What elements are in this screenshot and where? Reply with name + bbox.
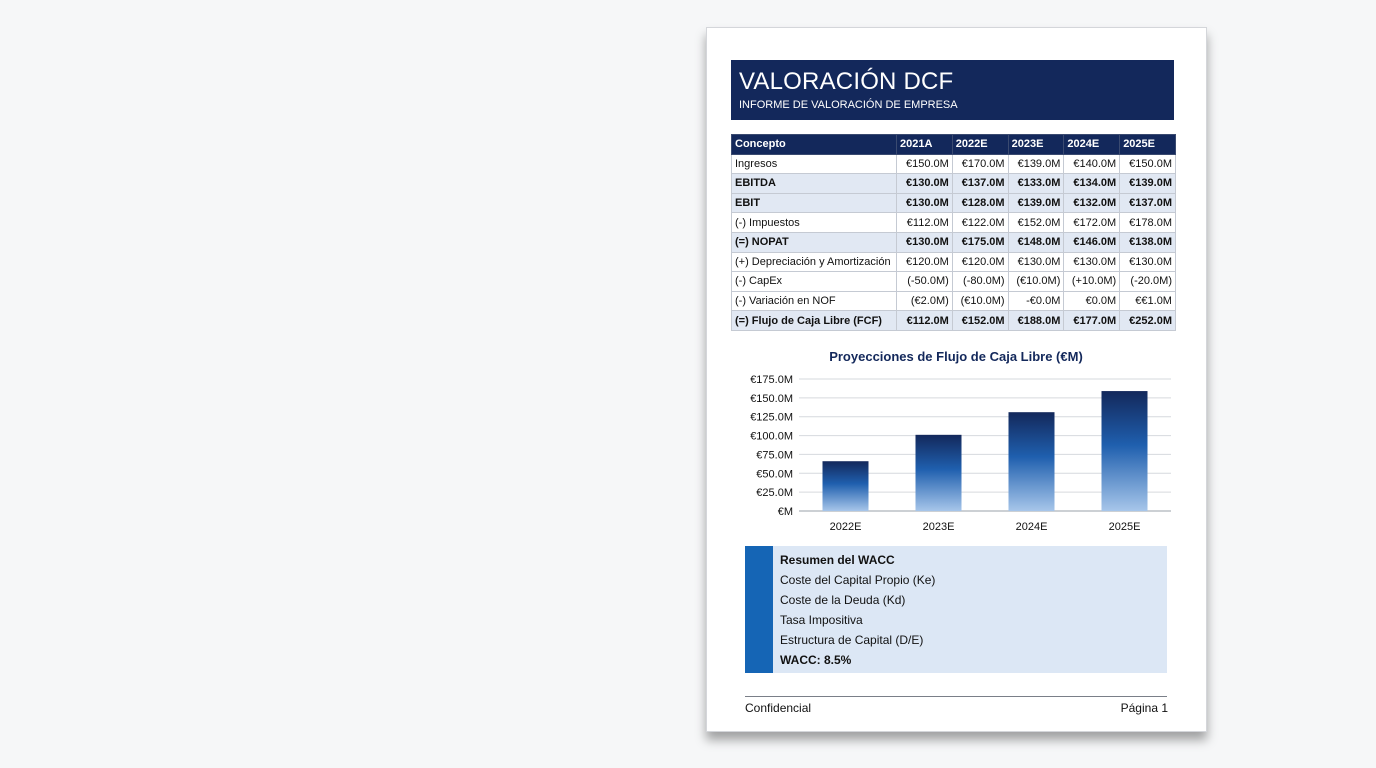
- table-header-year: 2022E: [952, 135, 1008, 155]
- table-cell: €148.0M: [1008, 232, 1064, 252]
- table-cell: €132.0M: [1064, 193, 1120, 213]
- fcf-table: [731, 134, 1176, 331]
- wacc-item-ke: Coste del Capital Propio (Ke): [780, 573, 936, 587]
- table-row-label: Ingresos: [732, 154, 897, 174]
- table-header-row: [732, 135, 1176, 155]
- table-cell: -€0.0M: [1008, 291, 1064, 311]
- table-cell: €133.0M: [1008, 174, 1064, 194]
- table-row: [732, 291, 1176, 311]
- table-cell: €0.0M: [1064, 291, 1120, 311]
- chart-x-tick-label: 2022E: [829, 521, 862, 533]
- table-row-label: (-) Impuestos: [732, 213, 897, 233]
- table-cell: €130.0M: [897, 232, 953, 252]
- chart-y-tick-label: €50.0M: [756, 468, 793, 481]
- chart-y-tick-label: €175.0M: [750, 374, 793, 386]
- table-cell: €120.0M: [952, 252, 1008, 272]
- table-cell: €112.0M: [897, 311, 953, 331]
- wacc-item-structure: Estructura de Capital (D/E): [780, 633, 924, 647]
- fcf-chart: [731, 344, 1181, 540]
- table-cell: €152.0M: [1008, 213, 1064, 233]
- table-cell: €146.0M: [1064, 232, 1120, 252]
- chart-x-axis: [830, 521, 1141, 533]
- table-cell: €122.0M: [952, 213, 1008, 233]
- footer-confidential: Confidencial: [745, 701, 812, 715]
- table-cell: €137.0M: [952, 174, 1008, 194]
- wacc-summary-box: [745, 546, 1167, 673]
- table-cell: €175.0M: [952, 232, 1008, 252]
- chart-bar: [1102, 391, 1148, 511]
- chart-y-tick-label: €25.0M: [756, 487, 793, 500]
- table-row: [732, 252, 1176, 272]
- table-header-year: 2024E: [1064, 135, 1120, 155]
- table-cell: €188.0M: [1008, 311, 1064, 331]
- table-cell: €150.0M: [897, 154, 953, 174]
- table-cell: €172.0M: [1064, 213, 1120, 233]
- table-cell: €130.0M: [1064, 252, 1120, 272]
- table-row: [732, 154, 1176, 174]
- chart-y-axis: [750, 374, 793, 518]
- chart-y-tick-label: €M: [777, 506, 793, 518]
- chart-x-tick-label: 2023E: [922, 521, 955, 533]
- table-cell: (€10.0M): [1008, 272, 1064, 292]
- chart-bar: [1009, 412, 1055, 511]
- table-cell: (€2.0M): [897, 291, 953, 311]
- table-cell: (-80.0M): [952, 272, 1008, 292]
- table-cell: €130.0M: [897, 174, 953, 194]
- table-cell: €177.0M: [1064, 311, 1120, 331]
- table-header-year: 2025E: [1120, 135, 1176, 155]
- chart-title: Proyecciones de Flujo de Caja Libre (€M): [829, 349, 1083, 364]
- table-cell: €170.0M: [952, 154, 1008, 174]
- table-row-label: EBITDA: [732, 174, 897, 194]
- chart-x-tick-label: 2024E: [1015, 521, 1048, 533]
- table-cell: €134.0M: [1064, 174, 1120, 194]
- table-header-concept: Concepto: [732, 135, 897, 155]
- table-cell: (-50.0M): [897, 272, 953, 292]
- wacc-title: Resumen del WACC: [780, 553, 895, 567]
- chart-bars: [823, 391, 1148, 511]
- table-cell: €139.0M: [1120, 174, 1176, 194]
- footer-divider: [745, 696, 1167, 697]
- chart-y-tick-label: €125.0M: [750, 411, 793, 424]
- footer-page-number: Página 1: [1120, 701, 1168, 715]
- table-cell: €130.0M: [1008, 252, 1064, 272]
- chart-x-tick-label: 2025E: [1108, 521, 1141, 533]
- table-cell: €152.0M: [952, 311, 1008, 331]
- table-row: [732, 213, 1176, 233]
- table-cell: €120.0M: [897, 252, 953, 272]
- chart-y-tick-label: €100.0M: [750, 430, 793, 443]
- table-header-year: 2021A: [897, 135, 953, 155]
- table-row: [732, 193, 1176, 213]
- chart-bar: [823, 461, 869, 511]
- table-cell: €130.0M: [1120, 252, 1176, 272]
- table-row-label: (=) NOPAT: [732, 232, 897, 252]
- table-cell: €138.0M: [1120, 232, 1176, 252]
- wacc-accent-bar: [745, 546, 773, 673]
- table-header-year: 2023E: [1008, 135, 1064, 155]
- wacc-item-kd: Coste de la Deuda (Kd): [780, 593, 906, 607]
- header-banner: [731, 60, 1174, 120]
- page-subtitle: INFORME DE VALORACIÓN DE EMPRESA: [739, 99, 958, 111]
- table-cell: €137.0M: [1120, 193, 1176, 213]
- table-row-label: (-) Variación en NOF: [732, 291, 897, 311]
- table-cell: €150.0M: [1120, 154, 1176, 174]
- table-row-label: (=) Flujo de Caja Libre (FCF): [732, 311, 897, 331]
- table-row: [732, 272, 1176, 292]
- table-cell: €178.0M: [1120, 213, 1176, 233]
- table-cell: €139.0M: [1008, 193, 1064, 213]
- table-row: [732, 232, 1176, 252]
- table-cell: (€10.0M): [952, 291, 1008, 311]
- chart-bar: [916, 435, 962, 511]
- wacc-item-tax: Tasa Impositiva: [780, 613, 863, 627]
- fcf-chart-svg: [731, 344, 1181, 540]
- table-cell: €112.0M: [897, 213, 953, 233]
- table-cell: €130.0M: [897, 193, 953, 213]
- chart-y-tick-label: €75.0M: [756, 449, 793, 462]
- page-title: VALORACIÓN DCF: [739, 68, 954, 95]
- chart-y-tick-label: €150.0M: [750, 392, 793, 405]
- wacc-result: WACC: 8.5%: [780, 653, 852, 667]
- table-cell: €128.0M: [952, 193, 1008, 213]
- table-cell: (+10.0M): [1064, 272, 1120, 292]
- table-row-label: EBIT: [732, 193, 897, 213]
- table-cell: €139.0M: [1008, 154, 1064, 174]
- table-row: [732, 311, 1176, 331]
- table-row: [732, 174, 1176, 194]
- document-page: [706, 27, 1207, 732]
- table-cell: €€1.0M: [1120, 291, 1176, 311]
- table-row-label: (-) CapEx: [732, 272, 897, 292]
- table-cell: €140.0M: [1064, 154, 1120, 174]
- table-row-label: (+) Depreciación y Amortización: [732, 252, 897, 272]
- table-cell: €252.0M: [1120, 311, 1176, 331]
- table-cell: (-20.0M): [1120, 272, 1176, 292]
